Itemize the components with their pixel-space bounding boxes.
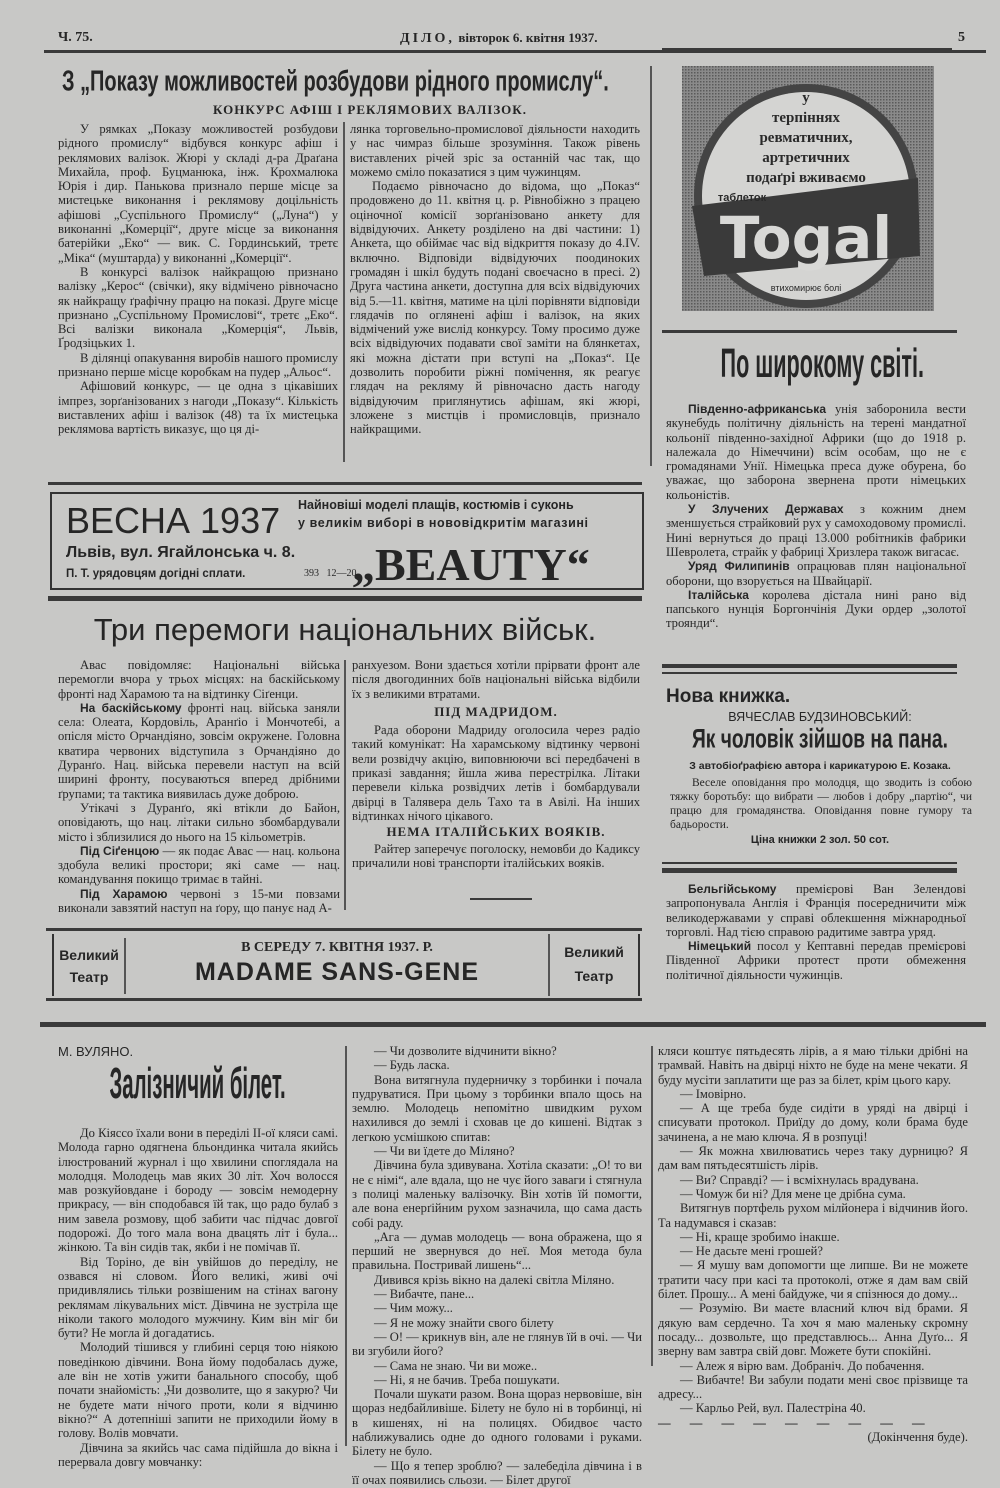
paragraph: — Сама не знаю. Чи ви може.. — [374, 1358, 538, 1373]
story-column-3 — [658, 1044, 968, 1444]
togal-advertisement[interactable] — [682, 66, 934, 311]
paragraph: Дівчина була здивувана. Хотіла сказати: „О! то ви не є німі“, але вдала, що не чує його заваги і стягнула з полиці маленьку валізочку. Він хотів їй помогти, але вона енерґійним рухом зазначила, що сама дасть собі раду. — [352, 1158, 642, 1230]
paragraph — [58, 844, 340, 887]
issue-number: Ч. 75. — [58, 30, 93, 45]
news-text: Утікачі з Дуранґо, які втікли до Байон, оповідають, що нац. літаки сильно збомбардували місто і зблизилися до нього на 15 кільометрів. — [58, 800, 340, 844]
paragraph: До Кіяссо їхали вони в переділі II-ої кляси самі. Молода гарно одягнена бльондинка читала якийсь ілюстрований журнал і що хвилини споглядала на молодця. Молодець мав яких 30 літ. Хоч волосся мав розкуйовдане і бороду — зовсім немодерну прикрасу, — він сподобався їй так, що радо булаб з ним завела розмову, щоб забити час підчас довгої подорожі. До того мала вона двацять літ і була... жінкою. Та він сидів так, якби і не помічав її. — [58, 1126, 338, 1255]
paragraph: Витягнув портфель рухом мілйонера і відчинив його. Та надумався і сказав: — [658, 1201, 968, 1230]
togal-brand: Togal — [719, 204, 893, 272]
paragraph — [58, 701, 340, 801]
paragraph: Почали шукати разом. Вона щораз нервовіше, він щораз недбайливіше. Білету не було ні в торбинці, ні в кишенях, ні на полицях. Обидвоє часто наближувались одне до одного головами і руками. Білету не було. — [352, 1387, 642, 1459]
beauty-advertisement[interactable] — [50, 492, 644, 590]
paragraph: Веселе оповідання про молодця, що зводить із собою тяжку боротьбу: що вибрати — любов і добру „партію“, чи працю для громадянства. Оповідання повне гумору та бадьорости. — [670, 777, 972, 831]
ad-line: терпіннях — [771, 110, 841, 126]
section-rule — [662, 862, 957, 864]
paragraph: „Ага — думав молодець — вона ображена, що я перший не звернувся до неї. Моя метода була правильна. Постривай лишень“... — [352, 1229, 642, 1273]
theatre-name-right — [550, 940, 638, 988]
paragraph: — О! — крикнув він, але не глянув їй в очі. — Чи ви згубили його? — [352, 1329, 642, 1359]
news-column — [666, 882, 966, 982]
paragraph: Молодий тішився у глибині серця тою ніякою поведінкою дівчини. Вона йому подобалась дуже, але він не хотів ужити банального способу, щоб почати знайомість: „Чи дозволите, що я закурю? Чи не будете мати нічого проти, коли я відчиню вікно?“ А дотепніші запити не приходили йому в голову. Волів мовчати. — [58, 1340, 338, 1441]
news-item — [666, 402, 966, 502]
article1-subtitle: КОНКУРС АФІШ І РЕКЛЯМОВИХ ВАЛІЗОК. — [213, 102, 527, 117]
paragraph: — Імовірно. — [680, 1086, 747, 1101]
header-rule — [44, 50, 986, 53]
performance-title: MADAME SANS-GENE — [194, 958, 480, 986]
article1-headline-wrap — [62, 66, 642, 100]
paragraph: — Чи ви їдете до Міляно? — [374, 1144, 515, 1159]
paragraph: — Я мушу вам допомогти ще липше. Ви не можете тратити часу при касі та протоколі, отже я дам вам свій білет. Прошу... А мені байдуже, чи я спізнюся до дому... — [658, 1258, 968, 1302]
war-headline: Три перемоги національних військ. — [93, 612, 597, 647]
news-text: — як подає Авас — нац. кольона здобула великі простори; які саме — нац. командування покищо тримає в тайні. — [58, 843, 341, 887]
section-title: ПІД МАДРИДОМ. — [434, 703, 558, 719]
ad-brand: „BEAUTY“ — [352, 539, 590, 590]
war-right-column — [352, 658, 640, 870]
story-column-1 — [58, 1126, 338, 1469]
world-news-column — [666, 402, 966, 631]
paragraph: Афішовий конкурс, — це одна з цікавіших імпрез, зорґанізованих з нагоди „Показу“. Кількість виставлених афіш і валізок (48) та їх мистецька реклямова вартість виказує, що ця ді- — [58, 379, 338, 437]
news-text: унія заборонила вести якунебудь політичну діяльність на терені мандатної кольонії південно-західної Африки (що до 1918 р. належала до Німеччини) всім особам, що не є громадянами Унії. Німецька преса дуже обурена, бо уважає, що заборона звернена проти німецьких кольоністів. — [666, 402, 966, 502]
column-divider — [650, 66, 652, 466]
paragraph: — Я не можу знайти свого білету — [374, 1315, 554, 1330]
paragraph — [58, 801, 340, 844]
news-item — [666, 882, 966, 939]
book-author: ВЯЧЕСЛАВ БУДЗИНОВСЬКИЙ: — [728, 710, 912, 724]
paragraph: У рямках „Показу можливостей розбудови рідного промислу“ відбувся конкурс афіш і реклямових валізок. Жюрі у складі д-ра Драґана Михайла, проф. Буцманюка, інж. Крохмалюка Юрія і дир. Панькова признало перше місце за мистецьке виконання і реклямову доцільність афішові „Суспільного Промислу“ („Луна“) у виконанні „Комерції“, друге місце за виконання батерійки „Еко“ — вик. С. Гординський, третє „Міка“ (муштарда) у виконанні „Комерції“. — [58, 122, 338, 265]
column-divider — [651, 1046, 653, 1366]
paragraph: Вона витягнула пудерничку з торбинки і почала пудруватися. При цьому з торбинки впало щось на землю. Молодець непомітно швидким рухом нахилився до землі і сховав це до кишені. Відтак з легкою усмішкою спитав: — [352, 1072, 642, 1144]
news-text: премієрові Ван Зелендові запропонувала Англія і Франція посередничити між великодержавами у справі облекшення міжнародньої торговлі. Над тією справою радитиме завтра уряд. — [666, 882, 966, 939]
label: Великий — [564, 944, 624, 960]
book-price: Ціна книжки 2 зол. 50 сот. — [750, 834, 890, 846]
paragraph: — Не дасьте мені грошей? — [680, 1244, 823, 1259]
column-divider — [345, 1046, 347, 1446]
news-text: з кожним днем зменшується страйковий рух у самоходовому промислі. Нині вернуться до праці 13.000 робітників фабрики Шевролета, страйк у фабриці Хризлера також вигасає. — [666, 502, 966, 559]
page-number: 5 — [958, 30, 965, 45]
paragraph: — Чи дозволите відчинити вікно? — [374, 1044, 557, 1058]
ad-line: подаґрі вживаємо — [746, 170, 866, 186]
paragraph: — Ні, я не бачив. Треба пошукати. — [374, 1372, 560, 1387]
ad-line: у великім виборі в нововідкритім магазині — [298, 516, 589, 530]
label: Театр — [69, 969, 109, 985]
ad-code: 393 12—20 — [304, 568, 357, 579]
news-text: опрацював плян національної оборони, що взорується на Швайцарії. — [666, 559, 966, 588]
paragraph: Рада оборони Мадриду оголосила через радіо такий комунікат: На харамському відтинку червоні вели розвідчу акцію, виповнюючи всі передбачені в приказі завдання; йшла жива перестрілка. Літаки перевели кілька розвідчих летів і бомбардували двірці в Талявера дель Тахо та в Авілі. На інших відтинках нічого цікавого. — [352, 723, 640, 823]
news-lead: Німецький — [688, 939, 752, 954]
news-lead: На баскійському — [80, 700, 182, 715]
theatre-advertisement[interactable] — [52, 934, 640, 996]
section-rule — [662, 664, 957, 668]
ad-line: Найновіші моделі плащів, костюмів і суконь — [298, 498, 574, 512]
ad-line: ревматичних, — [759, 130, 853, 146]
news-item — [666, 939, 966, 982]
ad-line: таблеток — [717, 192, 767, 204]
paragraph — [58, 887, 340, 916]
ad-address: Львів, вул. Ягайлонська ч. 8. — [66, 544, 296, 561]
label: Театр — [574, 968, 614, 984]
paragraph: кляси коштує пятьдесять лірів, а я маю тільки дрібні на трамвай. Навіть на двірці ніхто не буде на мене чекати. Я буду мусіти заплатити ще раз за білет, крім цього кару. — [658, 1044, 968, 1087]
ad-rule — [48, 482, 642, 485]
ad-bottom-rule — [662, 330, 957, 333]
article1-right-column — [350, 122, 640, 437]
issue-date: вівторок 6. квітня 1937. — [458, 30, 598, 45]
separator: — — — — — — — — — — [658, 1415, 933, 1430]
paragraph: — А ще треба буде сидіти в уряді на двірці і списувати протокол. Приїду до дому, коли брама буде зачинена, а не маю ключа. Я в розпуці! — [658, 1101, 968, 1144]
ad-rule — [48, 596, 642, 601]
news-text: королева дістала нині рано від папського нунція Боргончінія Дуки ордер „золотої троянди“. — [666, 587, 966, 631]
section-rule — [662, 868, 957, 873]
ad-title: ВЕСНА 1937 — [66, 500, 281, 541]
story-title: Залізничий білет. — [109, 1060, 287, 1109]
story-column-2 — [352, 1044, 642, 1487]
column-divider — [343, 122, 345, 462]
masthead — [400, 30, 597, 47]
paragraph: — Алеж я вірю вам. Добраніч. До побачення. — [680, 1358, 925, 1373]
section-title: НЕМА ІТАЛІЙСЬКИХ ВОЯКІВ. — [386, 824, 606, 840]
book-title: Як чоловік зійшов на пана. — [692, 724, 948, 755]
news-lead: Бельгійському — [688, 882, 777, 896]
paragraph: лянка торговельно-промислової діяльности находить у нас чимраз більше зрозуміння. Також рівень виставлених річей зріс за останній час так, що можемо сміло показатися з цим чужинцям. — [350, 122, 640, 179]
news-text: червоні з 15-ми повзами виконали завзятий наступ на ґору, що панує над А- — [58, 886, 340, 916]
paragraph: — Вибачте, пане... — [374, 1287, 475, 1302]
news-lead: Південно-африканська — [688, 402, 826, 416]
news-item — [666, 588, 966, 631]
paragraph: В конкурсі валізок найкращою признано валізку „Керос“ (свічки), яку відмічено рівночасно як найкращу ґрафічну працю на показі. Друге місце признано „Суспільному Промислові“, третє „Еко“. Всі валізки виконала „Комерція“, Львів, Ґродзіцьких 1. — [58, 264, 338, 351]
paragraph: В ділянці опакування виробів нашого промислу признано перше місце коробкам на пудер „Альос“. — [58, 350, 338, 380]
ad-top-rule — [662, 48, 952, 50]
news-text: фронті нац. війська заняли села: Олеата, Кордовіль, Аранґіо і Мончотебі, а опісля місто Орчандіяно, зовсім окружене. Головна кватира червоних відступила з Орчандіяно до Дуранґо. Нац. війська перевели наступ на всій ширині фронту, посуваються вперед дрібними ґрупами; та тактика виявилась дуже доброю. — [58, 700, 340, 801]
section-rule — [662, 672, 957, 674]
paragraph: — Чомуж би ні? Для мене це дрібна сума. — [680, 1186, 906, 1201]
column-divider — [344, 660, 346, 910]
paragraph: — Чим можу... — [374, 1301, 453, 1316]
news-lead: Під Сіґенцою — [80, 843, 160, 858]
news-lead: У Злучених Державах — [688, 502, 844, 517]
to-be-continued: (Докінчення буде). — [867, 1430, 968, 1445]
ad-rule — [46, 998, 642, 1001]
story-author: М. ВУЛЯНО. — [58, 1044, 134, 1059]
paragraph: — Розумію. Ви маєте власний ключ від брами. Я дякую вам сердечно. Та хоч я маю маленьку скромну посаду... дозвольте, що представлюсь... Анна Дуґо... Я зверну вам завтра свій довг. Можете бути спокійні. — [658, 1301, 968, 1359]
paragraph: Від Торіно, де він увійшов до переділу, не озвався ні словом. Його великі, живі очі придивлялись тільки розвішеним на стінах вагону реклямам лікувальних міст. Дівчина не зустріла ще ніколи такого молодого мужчину. Ким він міг би бути? Не могла й догадатись. — [58, 1254, 338, 1341]
paragraph: — Як можна хвилюватись через таку дурницю? Я дам вам пятьдесятшість лірів. — [658, 1144, 968, 1173]
article1-left-column — [58, 122, 338, 437]
paragraph: — Будь ласка. — [374, 1058, 450, 1073]
paragraph: Райтер заперечує поголоску, немовби до Кадиксу причалили нові транспорти італійських вояків. — [352, 841, 640, 870]
ad-line: артретичних — [762, 150, 850, 166]
paragraph: Дівчина за якийсь час сама підійшла до вікна і перервала довгу мовчанку: — [58, 1440, 338, 1469]
paragraph: Подаємо рівночасно до відома, що „Показ“ продовжено до 11. квітня ц. р. Рівнобіжно з працею оціночної комісії зорґанізовано анкету для відвідуючих. Анкету розділено на дві частини: 1) Анкета, що обіймає час від відкриття показу до 4.IV. включно. Відповіди відвідуючих поодиноких громадян і шкіл будуть подані своєчасно в пресі. 2) Друга частина анкети, доступна для всіх відвідуючих від 5.—11. квітня, матиме на цілі порівняти відповіди глядачів по оглянені афіш і валізок, на яких відмічений уже вислід конкурсу. Тому просимо дуже всіх відвідуючих подавати свої заміти на блянкетах, які можна дістати при вступі на „Показ“. Це дозволить поробити ріжні помічення, як реагує глядач на рекляму й рівночасно дасть нагоду відвідуючим приглянутись афішам, які жюрі, зложене з мистців і промисловців, признало найкращими. — [350, 179, 640, 437]
news-lead: Уряд Филипинів — [688, 559, 790, 574]
paragraph: ранхуезом. Вони здається хотіли прірвати фронт але після двогодинних боїв національні війська відбили їх з великими втратами. — [352, 658, 640, 701]
news-item — [666, 502, 966, 559]
news-item — [666, 559, 966, 588]
book-description — [670, 776, 972, 832]
paragraph: — Ви? Справді? — і всміхнулась врадувана. — [680, 1172, 919, 1187]
book-section-title: Нова книжка. — [666, 686, 791, 707]
book-title-wrap — [660, 726, 980, 756]
world-headline: По широкому світі. — [720, 342, 925, 387]
world-headline-wrap — [660, 342, 985, 396]
label: Великий — [59, 947, 119, 963]
war-left-column — [58, 658, 340, 915]
togal-tagline: втихомирює болі — [770, 283, 842, 293]
section-rule — [40, 1022, 986, 1027]
paragraph: — Що я тепер зроблю? — залебеділа дівчина і в її очах появились сльози. — Білет другої — [352, 1458, 642, 1487]
ad-line: у — [802, 90, 810, 106]
paragraph: — Вибачте! Ви забули подати мені своє прізвище та адресу... — [658, 1372, 968, 1402]
paragraph: — Карльо Рей, вул. Палестріна 40. — [680, 1401, 866, 1416]
paragraph: — Ні, краще зробимо інакше. — [680, 1229, 840, 1244]
theatre-name-left — [54, 944, 124, 988]
book-subtitle: З автобіоґрафією автора і карикатурою Е. Козака. — [689, 760, 951, 772]
ad-terms: П. Т. урядовцям догідні сплати. — [66, 568, 246, 580]
article1-headline: З „Показу можливостей розбудови рідного промислу“. — [62, 65, 609, 97]
news-text: посол у Кептавні передав премієрові Південної Африки протест проти обмеження політичної діяльности чужинців. — [666, 939, 966, 982]
newspaper-name: ДІЛО, — [400, 31, 455, 46]
ad-rule — [46, 928, 642, 931]
performance-date: В СЕРЕДУ 7. КВІТНЯ 1937. Р. — [241, 940, 433, 955]
story-title-wrap — [58, 1060, 338, 1118]
news-text: Авас повідомляє: Національні війська перемогли вчора у трьох місцях: на баскійському фронті над Харамою та на відтинку Сіґенци. — [58, 658, 340, 701]
news-lead: Італійська — [688, 587, 749, 602]
news-lead: Під Харамою — [80, 886, 168, 901]
paragraph — [58, 658, 340, 701]
paragraph: Дивився крізь вікно на далекі світла Міляно. — [374, 1272, 615, 1287]
end-mark — [470, 898, 532, 900]
